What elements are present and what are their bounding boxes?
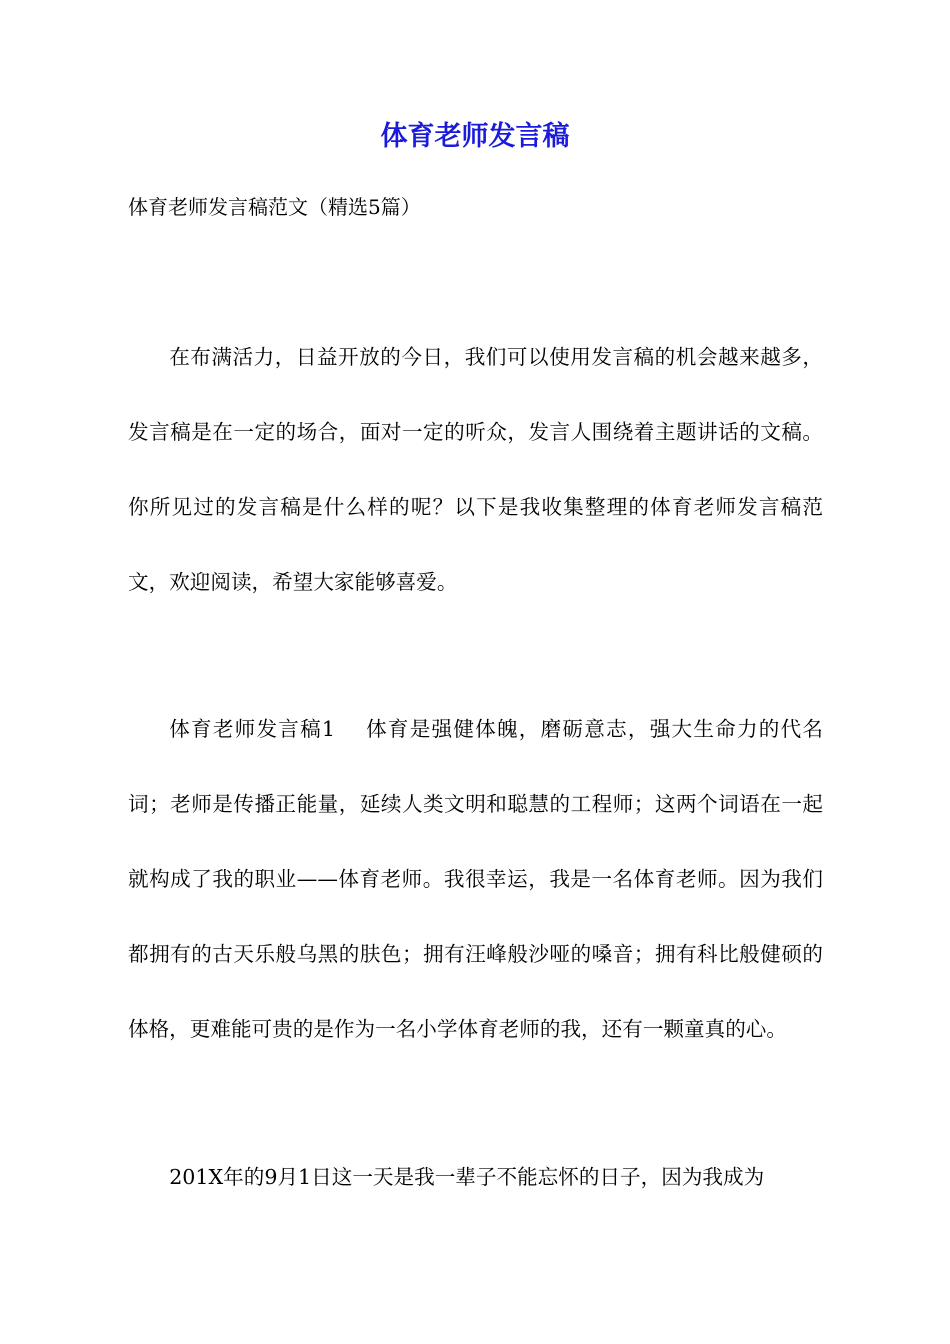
section-1-paragraph: [128, 692, 823, 1067]
document-title: 体育老师发言稿: [380, 121, 570, 152]
section-1-body: 体育是强健体魄，磨砺意志，强大生命力的代名词；老师是传播正能量，延续人类文明和聪慧的工程师；这两个词语在一起就构成了我的职业——体育老师。我很幸运，我是一名体育老师。因为我们都拥有的古天乐般乌黑的肤色；拥有汪峰般沙哑的嗓音；拥有科比般健硕的体格，更难能可贵的是作为一名小学体育老师的我，还有一颗童真的心。: [128, 717, 824, 1041]
section-1-gap: [335, 717, 366, 741]
body-paragraph-2: 201X年的9月1日这一天是我一辈子不能忘怀的日子，因为我成为: [169, 1165, 765, 1189]
document-subtitle: 体育老师发言稿范文（精选5篇）: [128, 195, 421, 219]
section-1-heading: 体育老师发言稿1: [169, 717, 336, 741]
intro-paragraph: 在布满活力，日益开放的今日，我们可以使用发言稿的机会越来越多，发言稿是在一定的场合，面对一定的听众，发言人围绕着主题讲话的文稿。你所见过的发言稿是什么样的呢？以下是我收集整理的体育老师发言稿范文，欢迎阅读，希望大家能够喜爱。: [128, 345, 823, 594]
